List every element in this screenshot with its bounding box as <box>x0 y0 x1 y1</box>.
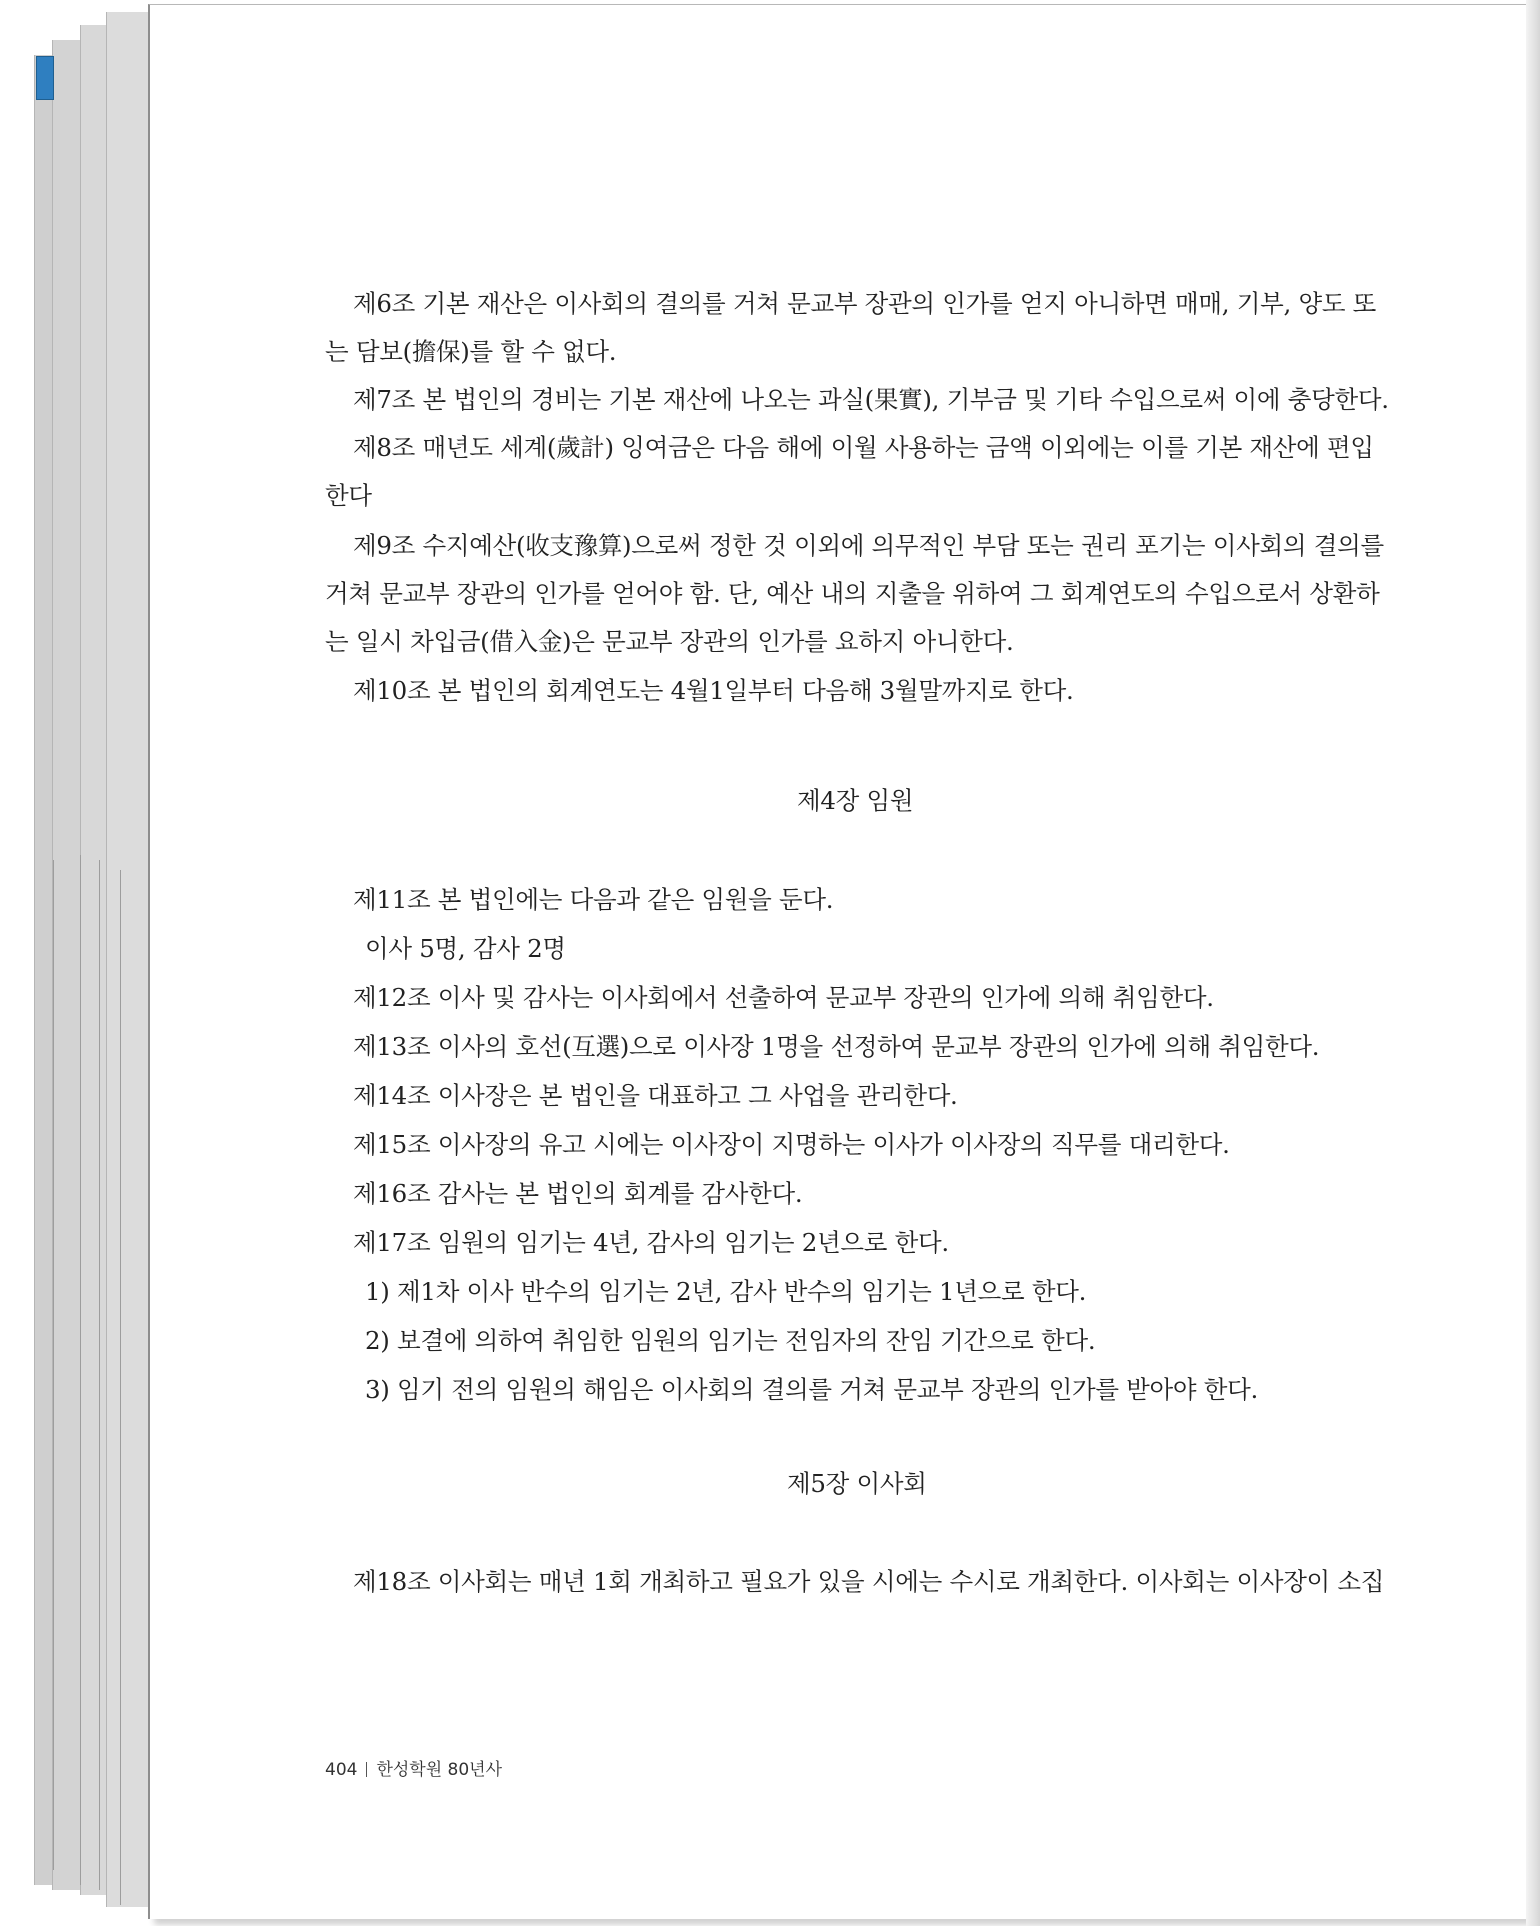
article-6-line-2: 는 담보(擔保)를 할 수 없다. <box>325 337 617 366</box>
page-edge-line <box>120 870 121 1905</box>
chapter-5-heading: 제5장 이사회 <box>787 1469 927 1498</box>
article-9-line-3: 는 일시 차입금(借入金)은 문교부 장관의 인가를 요하지 아니한다. <box>325 627 1014 656</box>
article-14: 제14조 이사장은 본 법인을 대표하고 그 사업을 관리한다. <box>353 1081 958 1110</box>
page-footer <box>325 1755 502 1780</box>
article-10: 제10조 본 법인의 회계연도는 4월1일부터 다음해 3월말까지로 한다. <box>353 676 1074 705</box>
article-12: 제12조 이사 및 감사는 이사회에서 선출하여 문교부 장관의 인가에 의해 취임한다. <box>353 983 1214 1012</box>
article-17: 제17조 임원의 임기는 4년, 감사의 임기는 2년으로 한다. <box>353 1228 949 1257</box>
page-edge-line <box>99 860 100 1890</box>
article-8-line-1: 제8조 매년도 세계(歲計) 잉여금은 다음 해에 이월 사용하는 금액 이외에는 이를 기본 재산에 편입 <box>353 433 1374 462</box>
article-9-line-1: 제9조 수지예산(收支豫算)으로써 정한 것 이외에 의무적인 부담 또는 권리 포기는 이사회의 결의를 <box>353 531 1384 560</box>
article-15: 제15조 이사장의 유고 시에는 이사장이 지명하는 이사가 이사장의 직무를 대리한다. <box>353 1130 1230 1159</box>
bookmark-tab[interactable] <box>36 56 54 100</box>
article-17-item-2: 2) 보결에 의하여 취임한 임원의 임기는 전임자의 잔임 기간으로 한다. <box>365 1326 1096 1355</box>
page-edge-line <box>53 860 54 1870</box>
page-edge-stack <box>106 12 152 1907</box>
article-7: 제7조 본 법인의 경비는 기본 재산에 나오는 과실(果實), 기부금 및 기타 수입으로써 이에 충당한다. <box>353 385 1389 414</box>
article-11: 제11조 본 법인에는 다음과 같은 임원을 둔다. <box>353 885 834 914</box>
article-9-line-2: 거쳐 문교부 장관의 인가를 얻어야 함. 단, 예산 내의 지출을 위하여 그 회계연도의 수입으로서 상환하 <box>325 579 1380 608</box>
article-8-line-2: 한다 <box>325 481 372 510</box>
page-edge-line <box>80 855 81 1885</box>
article-17-item-1: 1) 제1차 이사 반수의 임기는 2년, 감사 반수의 임기는 1년으로 한다. <box>365 1277 1087 1306</box>
article-13: 제13조 이사의 호선(互選)으로 이사장 1명을 선정하여 문교부 장관의 인가에 의해 취임한다. <box>353 1032 1320 1061</box>
book-title: 한성학원 80년사 <box>376 1760 503 1780</box>
article-6-line-1: 제6조 기본 재산은 이사회의 결의를 거쳐 문교부 장관의 인가를 얻지 아니하면 매매, 기부, 양도 또 <box>353 289 1377 318</box>
article-18: 제18조 이사회는 매년 1회 개최하고 필요가 있을 시에는 수시로 개최한다. 이사회는 이사장이 소집 <box>353 1567 1385 1596</box>
page-right-shadow <box>1526 0 1540 1926</box>
chapter-4-heading: 제4장 임원 <box>797 786 914 815</box>
article-17-item-3: 3) 임기 전의 임원의 해임은 이사회의 결의를 거쳐 문교부 장관의 인가를 받아야 한다. <box>365 1375 1258 1404</box>
page-number: 404 <box>325 1760 358 1780</box>
article-11-detail: 이사 5명, 감사 2명 <box>365 934 566 963</box>
footer-divider <box>366 1762 367 1777</box>
article-16: 제16조 감사는 본 법인의 회계를 감사한다. <box>353 1179 803 1208</box>
